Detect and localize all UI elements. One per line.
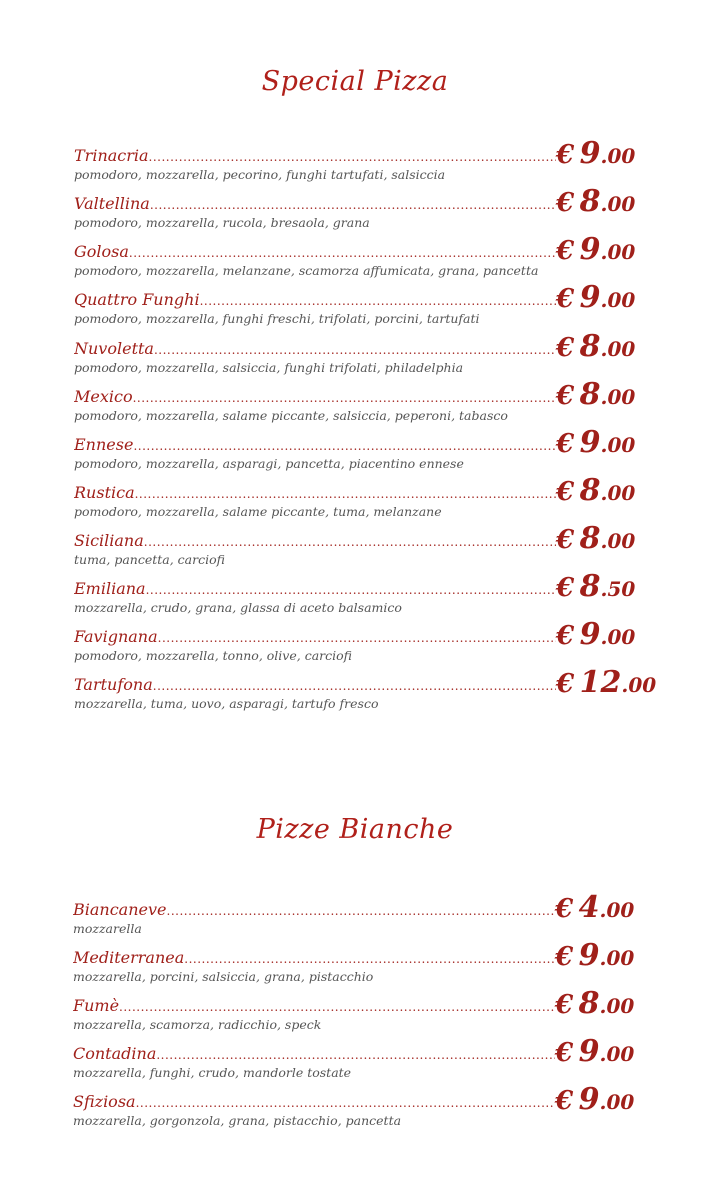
item-name: Trinacria: [74, 146, 149, 165]
leader-dots: [150, 198, 556, 212]
leader-dots: [136, 1096, 555, 1110]
item-price: € 8.00: [556, 377, 636, 412]
leader-dots: [129, 246, 556, 260]
item-name: Fumè: [73, 996, 120, 1015]
item-price: € 9.00: [556, 425, 636, 460]
leader-dots: [135, 487, 556, 501]
item-price: € 9.00: [555, 1034, 635, 1069]
item-name: Mediterranea: [73, 948, 185, 967]
item-description: pomodoro, mozzarella, tonno, olive, carciofi: [74, 648, 352, 663]
item-description: pomodoro, mozzarella, pecorino, funghi tartufati, salsiccia: [74, 167, 446, 182]
item-name: Nuvoletta: [74, 339, 154, 358]
leader-dots: [167, 904, 556, 918]
item-description: pomodoro, mozzarella, melanzane, scamorza affumicata, grana, pancetta: [74, 263, 539, 278]
item-description: pomodoro, mozzarella, rucola, bresaola, grana: [74, 215, 370, 230]
section-title-special-pizza: Special Pizza: [261, 66, 449, 97]
menu-item: [74, 665, 657, 723]
item-name: Golosa: [74, 242, 129, 261]
item-description: pomodoro, mozzarella, salame piccante, tuma, melanzane: [74, 504, 442, 519]
item-name: Biancaneve: [73, 900, 167, 919]
leader-dots: [149, 150, 556, 164]
item-price: € 9.00: [556, 136, 636, 171]
item-name: Mexico: [74, 387, 133, 406]
section-title-pizze-bianche: Pizze Bianche: [256, 814, 454, 845]
item-price: € 9.00: [556, 232, 636, 267]
item-price: € 8.00: [555, 986, 635, 1021]
leader-dots: [119, 1000, 555, 1014]
item-price: € 9.00: [555, 938, 635, 973]
leader-dots: [158, 631, 556, 645]
item-name: Tartufona: [74, 675, 153, 694]
item-price: € 8.00: [556, 184, 636, 219]
item-name: Quattro Funghi: [74, 290, 200, 309]
item-price: € 8.00: [556, 521, 636, 556]
leader-dots: [153, 679, 556, 693]
item-name: Valtellina: [74, 194, 150, 213]
item-name: Contadina: [73, 1044, 157, 1063]
leader-dots: [144, 535, 556, 549]
leader-dots: [184, 952, 555, 966]
item-name: Sfiziosa: [73, 1092, 136, 1111]
item-name: Rustica: [74, 483, 135, 502]
item-description: pomodoro, mozzarella, salsiccia, funghi trifolati, philadelphia: [74, 360, 464, 375]
item-description: mozzarella, crudo, grana, glassa di aceto balsamico: [74, 600, 402, 615]
item-description: pomodoro, mozzarella, salame piccante, salsiccia, peperoni, tabasco: [74, 408, 508, 423]
item-name: Siciliana: [74, 531, 144, 550]
leader-dots: [133, 439, 556, 453]
item-description: mozzarella: [73, 921, 142, 936]
item-description: pomodoro, mozzarella, funghi freschi, trifolati, porcini, tartufati: [74, 311, 480, 326]
item-description: mozzarella, gorgonzola, grana, pistacchio, pancetta: [73, 1113, 402, 1128]
item-price: € 9.00: [555, 1082, 635, 1117]
item-price: € 9.00: [556, 280, 636, 315]
item-price: € 9.00: [556, 617, 636, 652]
leader-dots: [133, 391, 556, 405]
item-name: Ennese: [74, 435, 134, 454]
item-description: mozzarella, funghi, crudo, mandorle tostate: [73, 1065, 352, 1080]
leader-dots: [200, 294, 556, 308]
item-description: mozzarella, tuma, uovo, asparagi, tartufo fresco: [74, 696, 379, 711]
item-description: pomodoro, mozzarella, asparagi, pancetta, piacentino ennese: [74, 456, 464, 471]
item-price: € 12.00: [556, 665, 657, 700]
leader-dots: [146, 583, 556, 597]
item-description: mozzarella, scamorza, radicchio, speck: [73, 1017, 322, 1032]
item-price: € 8.00: [556, 473, 636, 508]
leader-dots: [154, 343, 556, 357]
item-price: € 8.00: [556, 329, 636, 364]
item-name: Favignana: [74, 627, 158, 646]
item-name: Emiliana: [74, 579, 146, 598]
leader-dots: [156, 1048, 555, 1062]
item-description: mozzarella, porcini, salsiccia, grana, pistacchio: [73, 969, 374, 984]
item-price: € 8.50: [556, 569, 636, 604]
item-description: tuma, pancetta, carciofi: [74, 552, 225, 567]
item-price: € 4.00: [555, 890, 635, 925]
menu-item: [73, 1082, 653, 1140]
